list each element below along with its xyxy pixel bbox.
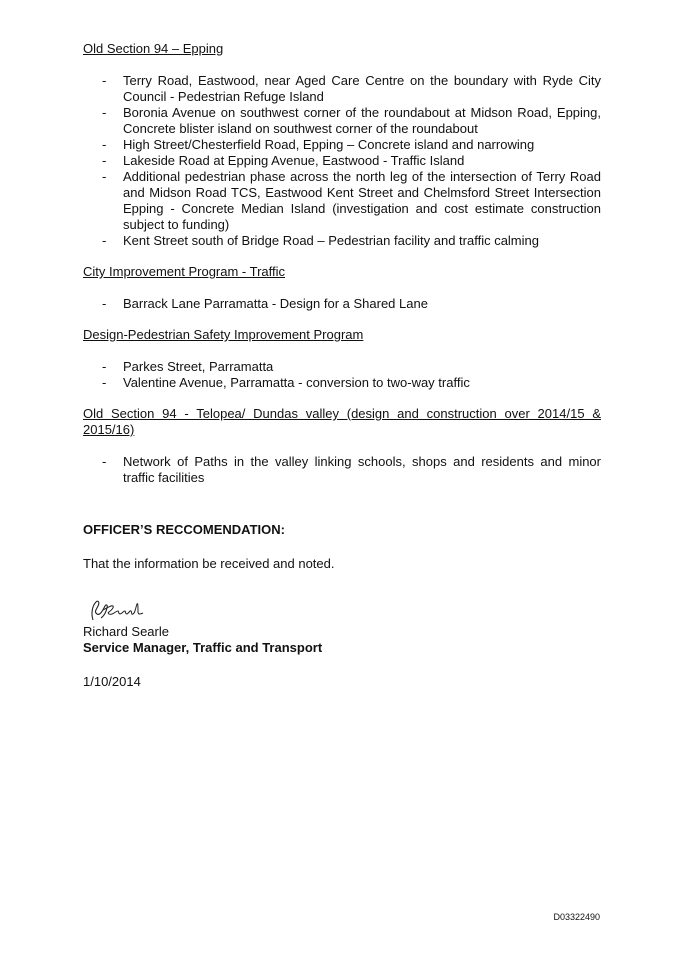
signatory-role: Service Manager, Traffic and Transport — [83, 640, 323, 655]
list-item: - High Street/Chesterfield Road, Epping – Concrete island and narrowing — [83, 137, 601, 153]
list-item: - Valentine Avenue, Parramatta - conversion to two-way traffic — [83, 375, 601, 391]
list-item: - Network of Paths in the valley linking schools, shops and residents and minor traffic facilities — [83, 454, 601, 486]
signatory-name: Richard Searle — [83, 624, 169, 639]
list-item: - Terry Road, Eastwood, near Aged Care Centre on the boundary with Ryde City Council - Pedestrian Refuge Island — [83, 73, 601, 105]
list-item: - Additional pedestrian phase across the north leg of the intersection of Terry Road and Midson Road TCS, Eastwood Kent Street and Chelmsford Street Intersection Epping - Concrete Median Island (investigation and cost estimate construction subject to funding) — [83, 169, 601, 233]
document-id: D03322490 — [553, 912, 600, 922]
document-date: 1/10/2014 — [83, 674, 141, 689]
document-body — [83, 41, 601, 690]
handwritten-signature — [85, 596, 155, 624]
section-epping — [83, 41, 601, 249]
signature-graphic — [85, 596, 155, 624]
section-telopea — [83, 406, 601, 486]
list-item: - Lakeside Road at Epping Avenue, Eastwood - Traffic Island — [83, 153, 601, 169]
section-city-improvement — [83, 264, 601, 312]
section-heading: City Improvement Program - Traffic — [83, 264, 286, 279]
list-item: - Kent Street south of Bridge Road – Pedestrian facility and traffic calming — [83, 233, 601, 249]
section-heading: Design-Pedestrian Safety Improvement Program — [83, 327, 364, 342]
recommendation-text: That the information be received and noted. — [83, 556, 335, 571]
item-list — [83, 359, 601, 391]
list-item: - Barrack Lane Parramatta - Design for a Shared Lane — [83, 296, 601, 312]
section-pedestrian-safety — [83, 327, 601, 391]
list-item: - Boronia Avenue on southwest corner of the roundabout at Midson Road, Epping, Concrete blister island on southwest corner of the roundabout — [83, 105, 601, 137]
item-list — [83, 454, 601, 486]
section-heading: Old Section 94 – Epping — [83, 41, 224, 56]
list-item: - Parkes Street, Parramatta — [83, 359, 601, 375]
item-list — [83, 73, 601, 249]
section-heading: Old Section 94 - Telopea/ Dundas valley (design and construction over 2014/15 & 2015/16) — [83, 406, 601, 437]
recommendation-title: OFFICER’S RECCOMENDATION: — [83, 522, 285, 537]
item-list — [83, 296, 601, 312]
